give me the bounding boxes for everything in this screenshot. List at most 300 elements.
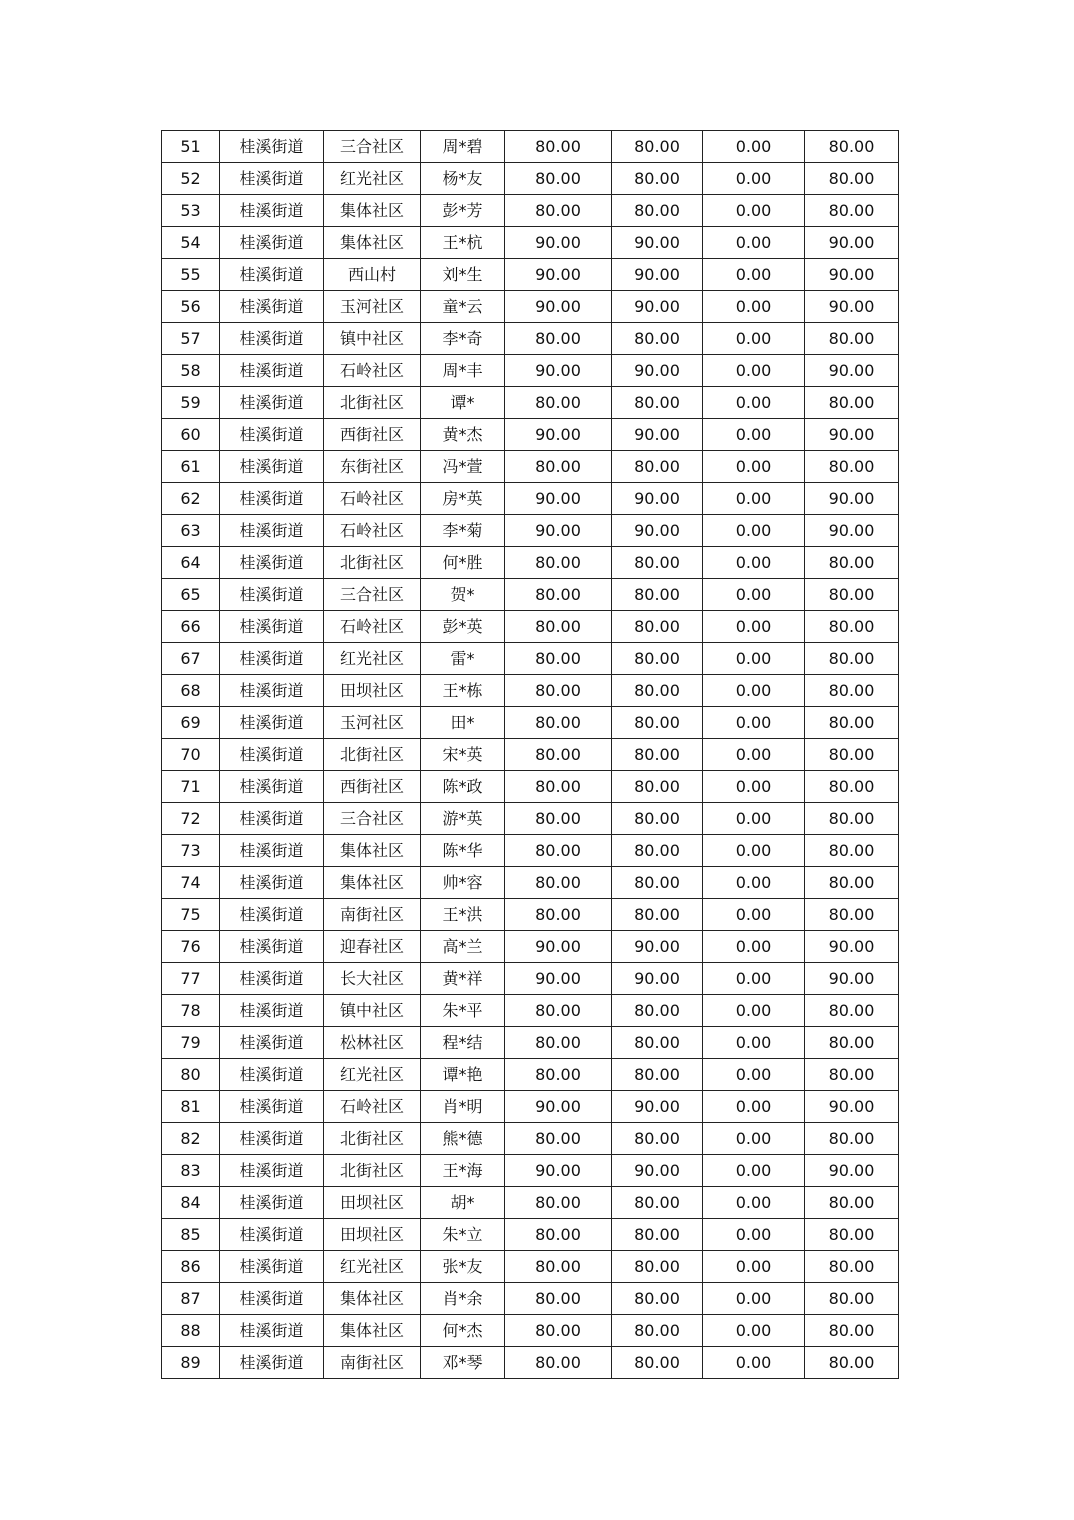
street-cell: 桂溪街道 [220, 1091, 324, 1123]
community-cell: 镇中社区 [324, 995, 421, 1027]
amount-cell-1: 80.00 [505, 1187, 612, 1219]
table-row [162, 1059, 899, 1091]
community-cell: 南街社区 [324, 1347, 421, 1379]
amount-cell-3: 0.00 [703, 1283, 805, 1315]
street-cell: 桂溪街道 [220, 643, 324, 675]
table-row [162, 899, 899, 931]
amount-cell-1: 80.00 [505, 1123, 612, 1155]
table-row [162, 291, 899, 323]
amount-cell-4: 80.00 [805, 1251, 899, 1283]
street-cell: 桂溪街道 [220, 1347, 324, 1379]
street-cell: 桂溪街道 [220, 163, 324, 195]
amount-cell-4: 80.00 [805, 1123, 899, 1155]
amount-cell-2: 80.00 [612, 611, 703, 643]
amount-cell-1: 80.00 [505, 1027, 612, 1059]
amount-cell-3: 0.00 [703, 739, 805, 771]
amount-cell-2: 90.00 [612, 227, 703, 259]
amount-cell-3: 0.00 [703, 803, 805, 835]
name-cell: 高*兰 [421, 931, 505, 963]
amount-cell-2: 80.00 [612, 867, 703, 899]
name-cell: 彭*英 [421, 611, 505, 643]
table-row [162, 1283, 899, 1315]
amount-cell-2: 80.00 [612, 643, 703, 675]
amount-cell-1: 80.00 [505, 739, 612, 771]
table-row [162, 963, 899, 995]
community-cell: 集体社区 [324, 195, 421, 227]
amount-cell-3: 0.00 [703, 1315, 805, 1347]
amount-cell-3: 0.00 [703, 483, 805, 515]
name-cell: 彭*芳 [421, 195, 505, 227]
amount-cell-3: 0.00 [703, 675, 805, 707]
amount-cell-2: 80.00 [612, 803, 703, 835]
amount-cell-4: 90.00 [805, 931, 899, 963]
row-number-cell: 52 [162, 163, 220, 195]
row-number-cell: 61 [162, 451, 220, 483]
amount-cell-4: 80.00 [805, 771, 899, 803]
table-row [162, 1091, 899, 1123]
street-cell: 桂溪街道 [220, 547, 324, 579]
amount-cell-4: 80.00 [805, 867, 899, 899]
amount-cell-3: 0.00 [703, 1059, 805, 1091]
table-row [162, 931, 899, 963]
row-number-cell: 69 [162, 707, 220, 739]
table-row [162, 259, 899, 291]
street-cell: 桂溪街道 [220, 451, 324, 483]
street-cell: 桂溪街道 [220, 355, 324, 387]
amount-cell-4: 90.00 [805, 1155, 899, 1187]
community-cell: 北街社区 [324, 1155, 421, 1187]
street-cell: 桂溪街道 [220, 739, 324, 771]
row-number-cell: 86 [162, 1251, 220, 1283]
amount-cell-1: 80.00 [505, 835, 612, 867]
community-cell: 集体社区 [324, 1283, 421, 1315]
street-cell: 桂溪街道 [220, 1283, 324, 1315]
amount-cell-4: 90.00 [805, 1091, 899, 1123]
table-body [162, 131, 899, 1379]
amount-cell-2: 90.00 [612, 291, 703, 323]
amount-cell-3: 0.00 [703, 611, 805, 643]
table-row [162, 419, 899, 451]
table-row [162, 387, 899, 419]
amount-cell-1: 90.00 [505, 419, 612, 451]
amount-cell-3: 0.00 [703, 1347, 805, 1379]
table-row [162, 1027, 899, 1059]
table-row [162, 227, 899, 259]
community-cell: 石岭社区 [324, 515, 421, 547]
amount-cell-1: 90.00 [505, 483, 612, 515]
community-cell: 西街社区 [324, 771, 421, 803]
amount-cell-4: 80.00 [805, 131, 899, 163]
table-row [162, 163, 899, 195]
row-number-cell: 56 [162, 291, 220, 323]
amount-cell-2: 80.00 [612, 195, 703, 227]
amount-cell-1: 80.00 [505, 675, 612, 707]
community-cell: 石岭社区 [324, 355, 421, 387]
street-cell: 桂溪街道 [220, 1251, 324, 1283]
amount-cell-2: 80.00 [612, 707, 703, 739]
street-cell: 桂溪街道 [220, 1123, 324, 1155]
amount-cell-4: 90.00 [805, 963, 899, 995]
amount-cell-3: 0.00 [703, 515, 805, 547]
row-number-cell: 88 [162, 1315, 220, 1347]
community-cell: 南街社区 [324, 899, 421, 931]
amount-cell-1: 90.00 [505, 1091, 612, 1123]
community-cell: 北街社区 [324, 1123, 421, 1155]
table-row [162, 515, 899, 547]
amount-cell-1: 80.00 [505, 611, 612, 643]
street-cell: 桂溪街道 [220, 259, 324, 291]
table-row [162, 867, 899, 899]
amount-cell-4: 80.00 [805, 1059, 899, 1091]
amount-cell-1: 90.00 [505, 931, 612, 963]
community-cell: 田坝社区 [324, 1219, 421, 1251]
row-number-cell: 59 [162, 387, 220, 419]
community-cell: 红光社区 [324, 1059, 421, 1091]
table-row [162, 611, 899, 643]
amount-cell-1: 80.00 [505, 899, 612, 931]
amount-cell-4: 80.00 [805, 195, 899, 227]
name-cell: 邓*琴 [421, 1347, 505, 1379]
community-cell: 集体社区 [324, 1315, 421, 1347]
row-number-cell: 73 [162, 835, 220, 867]
street-cell: 桂溪街道 [220, 1187, 324, 1219]
row-number-cell: 84 [162, 1187, 220, 1219]
table-row [162, 1315, 899, 1347]
amount-cell-3: 0.00 [703, 163, 805, 195]
table-row [162, 803, 899, 835]
amount-cell-1: 80.00 [505, 1347, 612, 1379]
amount-cell-4: 90.00 [805, 483, 899, 515]
amount-cell-2: 90.00 [612, 259, 703, 291]
amount-cell-3: 0.00 [703, 931, 805, 963]
amount-cell-3: 0.00 [703, 195, 805, 227]
name-cell: 李*奇 [421, 323, 505, 355]
community-cell: 北街社区 [324, 387, 421, 419]
amount-cell-3: 0.00 [703, 547, 805, 579]
street-cell: 桂溪街道 [220, 1027, 324, 1059]
amount-cell-4: 80.00 [805, 995, 899, 1027]
amount-cell-1: 80.00 [505, 163, 612, 195]
community-cell: 三合社区 [324, 803, 421, 835]
row-number-cell: 85 [162, 1219, 220, 1251]
table-row [162, 579, 899, 611]
amount-cell-3: 0.00 [703, 1251, 805, 1283]
amount-cell-1: 90.00 [505, 259, 612, 291]
name-cell: 游*英 [421, 803, 505, 835]
amount-cell-1: 90.00 [505, 227, 612, 259]
amount-cell-1: 80.00 [505, 1251, 612, 1283]
amount-cell-1: 80.00 [505, 547, 612, 579]
row-number-cell: 79 [162, 1027, 220, 1059]
community-cell: 北街社区 [324, 547, 421, 579]
row-number-cell: 54 [162, 227, 220, 259]
row-number-cell: 81 [162, 1091, 220, 1123]
name-cell: 黄*杰 [421, 419, 505, 451]
amount-cell-3: 0.00 [703, 1027, 805, 1059]
amount-cell-4: 80.00 [805, 643, 899, 675]
amount-cell-2: 80.00 [612, 163, 703, 195]
community-cell: 玉河社区 [324, 707, 421, 739]
amount-cell-4: 80.00 [805, 707, 899, 739]
street-cell: 桂溪街道 [220, 803, 324, 835]
amount-cell-3: 0.00 [703, 771, 805, 803]
data-table [161, 130, 899, 1379]
amount-cell-3: 0.00 [703, 1155, 805, 1187]
row-number-cell: 77 [162, 963, 220, 995]
table-row [162, 643, 899, 675]
community-cell: 石岭社区 [324, 483, 421, 515]
amount-cell-4: 80.00 [805, 1315, 899, 1347]
community-cell: 三合社区 [324, 579, 421, 611]
street-cell: 桂溪街道 [220, 963, 324, 995]
table-row [162, 739, 899, 771]
amount-cell-3: 0.00 [703, 643, 805, 675]
amount-cell-2: 90.00 [612, 963, 703, 995]
amount-cell-2: 80.00 [612, 1187, 703, 1219]
amount-cell-2: 80.00 [612, 1027, 703, 1059]
name-cell: 何*杰 [421, 1315, 505, 1347]
street-cell: 桂溪街道 [220, 515, 324, 547]
table-row [162, 835, 899, 867]
amount-cell-3: 0.00 [703, 579, 805, 611]
amount-cell-2: 90.00 [612, 1091, 703, 1123]
amount-cell-1: 80.00 [505, 1283, 612, 1315]
amount-cell-3: 0.00 [703, 995, 805, 1027]
name-cell: 陈*华 [421, 835, 505, 867]
community-cell: 集体社区 [324, 835, 421, 867]
street-cell: 桂溪街道 [220, 1315, 324, 1347]
table-row [162, 1155, 899, 1187]
street-cell: 桂溪街道 [220, 611, 324, 643]
community-cell: 石岭社区 [324, 1091, 421, 1123]
street-cell: 桂溪街道 [220, 131, 324, 163]
community-cell: 红光社区 [324, 643, 421, 675]
amount-cell-1: 80.00 [505, 451, 612, 483]
amount-cell-3: 0.00 [703, 131, 805, 163]
amount-cell-2: 90.00 [612, 355, 703, 387]
name-cell: 田* [421, 707, 505, 739]
amount-cell-4: 90.00 [805, 515, 899, 547]
name-cell: 李*菊 [421, 515, 505, 547]
row-number-cell: 78 [162, 995, 220, 1027]
street-cell: 桂溪街道 [220, 995, 324, 1027]
community-cell: 集体社区 [324, 867, 421, 899]
community-cell: 三合社区 [324, 131, 421, 163]
amount-cell-2: 80.00 [612, 1347, 703, 1379]
amount-cell-4: 80.00 [805, 899, 899, 931]
table-row [162, 131, 899, 163]
name-cell: 王*洪 [421, 899, 505, 931]
amount-cell-1: 80.00 [505, 995, 612, 1027]
name-cell: 肖*余 [421, 1283, 505, 1315]
amount-cell-4: 80.00 [805, 387, 899, 419]
amount-cell-1: 80.00 [505, 803, 612, 835]
community-cell: 长大社区 [324, 963, 421, 995]
amount-cell-2: 80.00 [612, 451, 703, 483]
amount-cell-4: 90.00 [805, 419, 899, 451]
amount-cell-3: 0.00 [703, 867, 805, 899]
row-number-cell: 75 [162, 899, 220, 931]
amount-cell-4: 80.00 [805, 675, 899, 707]
street-cell: 桂溪街道 [220, 195, 324, 227]
community-cell: 田坝社区 [324, 675, 421, 707]
amount-cell-3: 0.00 [703, 707, 805, 739]
community-cell: 玉河社区 [324, 291, 421, 323]
amount-cell-1: 90.00 [505, 1155, 612, 1187]
name-cell: 肖*明 [421, 1091, 505, 1123]
street-cell: 桂溪街道 [220, 419, 324, 451]
amount-cell-4: 80.00 [805, 1219, 899, 1251]
amount-cell-2: 80.00 [612, 323, 703, 355]
amount-cell-1: 90.00 [505, 355, 612, 387]
row-number-cell: 60 [162, 419, 220, 451]
street-cell: 桂溪街道 [220, 1219, 324, 1251]
amount-cell-1: 90.00 [505, 515, 612, 547]
amount-cell-3: 0.00 [703, 259, 805, 291]
row-number-cell: 67 [162, 643, 220, 675]
amount-cell-1: 90.00 [505, 291, 612, 323]
row-number-cell: 82 [162, 1123, 220, 1155]
name-cell: 杨*友 [421, 163, 505, 195]
amount-cell-4: 80.00 [805, 323, 899, 355]
amount-cell-3: 0.00 [703, 355, 805, 387]
amount-cell-2: 80.00 [612, 547, 703, 579]
row-number-cell: 64 [162, 547, 220, 579]
amount-cell-2: 80.00 [612, 1123, 703, 1155]
street-cell: 桂溪街道 [220, 387, 324, 419]
amount-cell-3: 0.00 [703, 1091, 805, 1123]
street-cell: 桂溪街道 [220, 579, 324, 611]
community-cell: 西街社区 [324, 419, 421, 451]
row-number-cell: 87 [162, 1283, 220, 1315]
row-number-cell: 72 [162, 803, 220, 835]
community-cell: 北街社区 [324, 739, 421, 771]
street-cell: 桂溪街道 [220, 483, 324, 515]
amount-cell-1: 80.00 [505, 131, 612, 163]
amount-cell-4: 90.00 [805, 291, 899, 323]
row-number-cell: 51 [162, 131, 220, 163]
amount-cell-4: 80.00 [805, 547, 899, 579]
amount-cell-1: 80.00 [505, 707, 612, 739]
name-cell: 刘*生 [421, 259, 505, 291]
community-cell: 迎春社区 [324, 931, 421, 963]
name-cell: 胡* [421, 1187, 505, 1219]
name-cell: 王*栋 [421, 675, 505, 707]
table-row [162, 547, 899, 579]
amount-cell-3: 0.00 [703, 835, 805, 867]
row-number-cell: 70 [162, 739, 220, 771]
name-cell: 贺* [421, 579, 505, 611]
amount-cell-2: 90.00 [612, 1155, 703, 1187]
name-cell: 冯*萱 [421, 451, 505, 483]
street-cell: 桂溪街道 [220, 899, 324, 931]
table-row [162, 771, 899, 803]
amount-cell-2: 80.00 [612, 771, 703, 803]
table-row [162, 1347, 899, 1379]
street-cell: 桂溪街道 [220, 931, 324, 963]
amount-cell-1: 80.00 [505, 387, 612, 419]
name-cell: 周*碧 [421, 131, 505, 163]
table-row [162, 195, 899, 227]
amount-cell-3: 0.00 [703, 291, 805, 323]
table-row [162, 355, 899, 387]
amount-cell-2: 80.00 [612, 1315, 703, 1347]
table-row [162, 323, 899, 355]
amount-cell-2: 80.00 [612, 1059, 703, 1091]
amount-cell-3: 0.00 [703, 1187, 805, 1219]
name-cell: 宋*英 [421, 739, 505, 771]
amount-cell-4: 80.00 [805, 1027, 899, 1059]
row-number-cell: 71 [162, 771, 220, 803]
amount-cell-2: 80.00 [612, 739, 703, 771]
amount-cell-4: 80.00 [805, 739, 899, 771]
amount-cell-1: 80.00 [505, 323, 612, 355]
amount-cell-1: 80.00 [505, 579, 612, 611]
row-number-cell: 58 [162, 355, 220, 387]
row-number-cell: 74 [162, 867, 220, 899]
amount-cell-1: 80.00 [505, 195, 612, 227]
table-row [162, 707, 899, 739]
community-cell: 田坝社区 [324, 1187, 421, 1219]
amount-cell-4: 80.00 [805, 611, 899, 643]
row-number-cell: 66 [162, 611, 220, 643]
row-number-cell: 63 [162, 515, 220, 547]
name-cell: 朱*平 [421, 995, 505, 1027]
amount-cell-1: 80.00 [505, 1219, 612, 1251]
amount-cell-3: 0.00 [703, 387, 805, 419]
name-cell: 朱*立 [421, 1219, 505, 1251]
community-cell: 石岭社区 [324, 611, 421, 643]
street-cell: 桂溪街道 [220, 771, 324, 803]
row-number-cell: 80 [162, 1059, 220, 1091]
amount-cell-2: 90.00 [612, 515, 703, 547]
street-cell: 桂溪街道 [220, 1059, 324, 1091]
amount-cell-1: 80.00 [505, 643, 612, 675]
name-cell: 王*海 [421, 1155, 505, 1187]
amount-cell-3: 0.00 [703, 1219, 805, 1251]
amount-cell-2: 80.00 [612, 675, 703, 707]
amount-cell-1: 80.00 [505, 771, 612, 803]
table-row [162, 483, 899, 515]
amount-cell-3: 0.00 [703, 451, 805, 483]
community-cell: 东街社区 [324, 451, 421, 483]
amount-cell-4: 80.00 [805, 1187, 899, 1219]
amount-cell-4: 90.00 [805, 259, 899, 291]
community-cell: 红光社区 [324, 163, 421, 195]
amount-cell-1: 80.00 [505, 867, 612, 899]
table-row [162, 995, 899, 1027]
amount-cell-4: 90.00 [805, 227, 899, 259]
amount-cell-1: 80.00 [505, 1059, 612, 1091]
table-row [162, 1123, 899, 1155]
table-row [162, 1251, 899, 1283]
table-row [162, 675, 899, 707]
name-cell: 张*友 [421, 1251, 505, 1283]
street-cell: 桂溪街道 [220, 291, 324, 323]
amount-cell-4: 80.00 [805, 579, 899, 611]
table-row [162, 1187, 899, 1219]
amount-cell-3: 0.00 [703, 963, 805, 995]
name-cell: 黄*祥 [421, 963, 505, 995]
amount-cell-1: 80.00 [505, 1315, 612, 1347]
row-number-cell: 83 [162, 1155, 220, 1187]
amount-cell-4: 80.00 [805, 1283, 899, 1315]
row-number-cell: 62 [162, 483, 220, 515]
name-cell: 谭* [421, 387, 505, 419]
amount-cell-2: 80.00 [612, 131, 703, 163]
amount-cell-3: 0.00 [703, 323, 805, 355]
amount-cell-2: 80.00 [612, 1283, 703, 1315]
